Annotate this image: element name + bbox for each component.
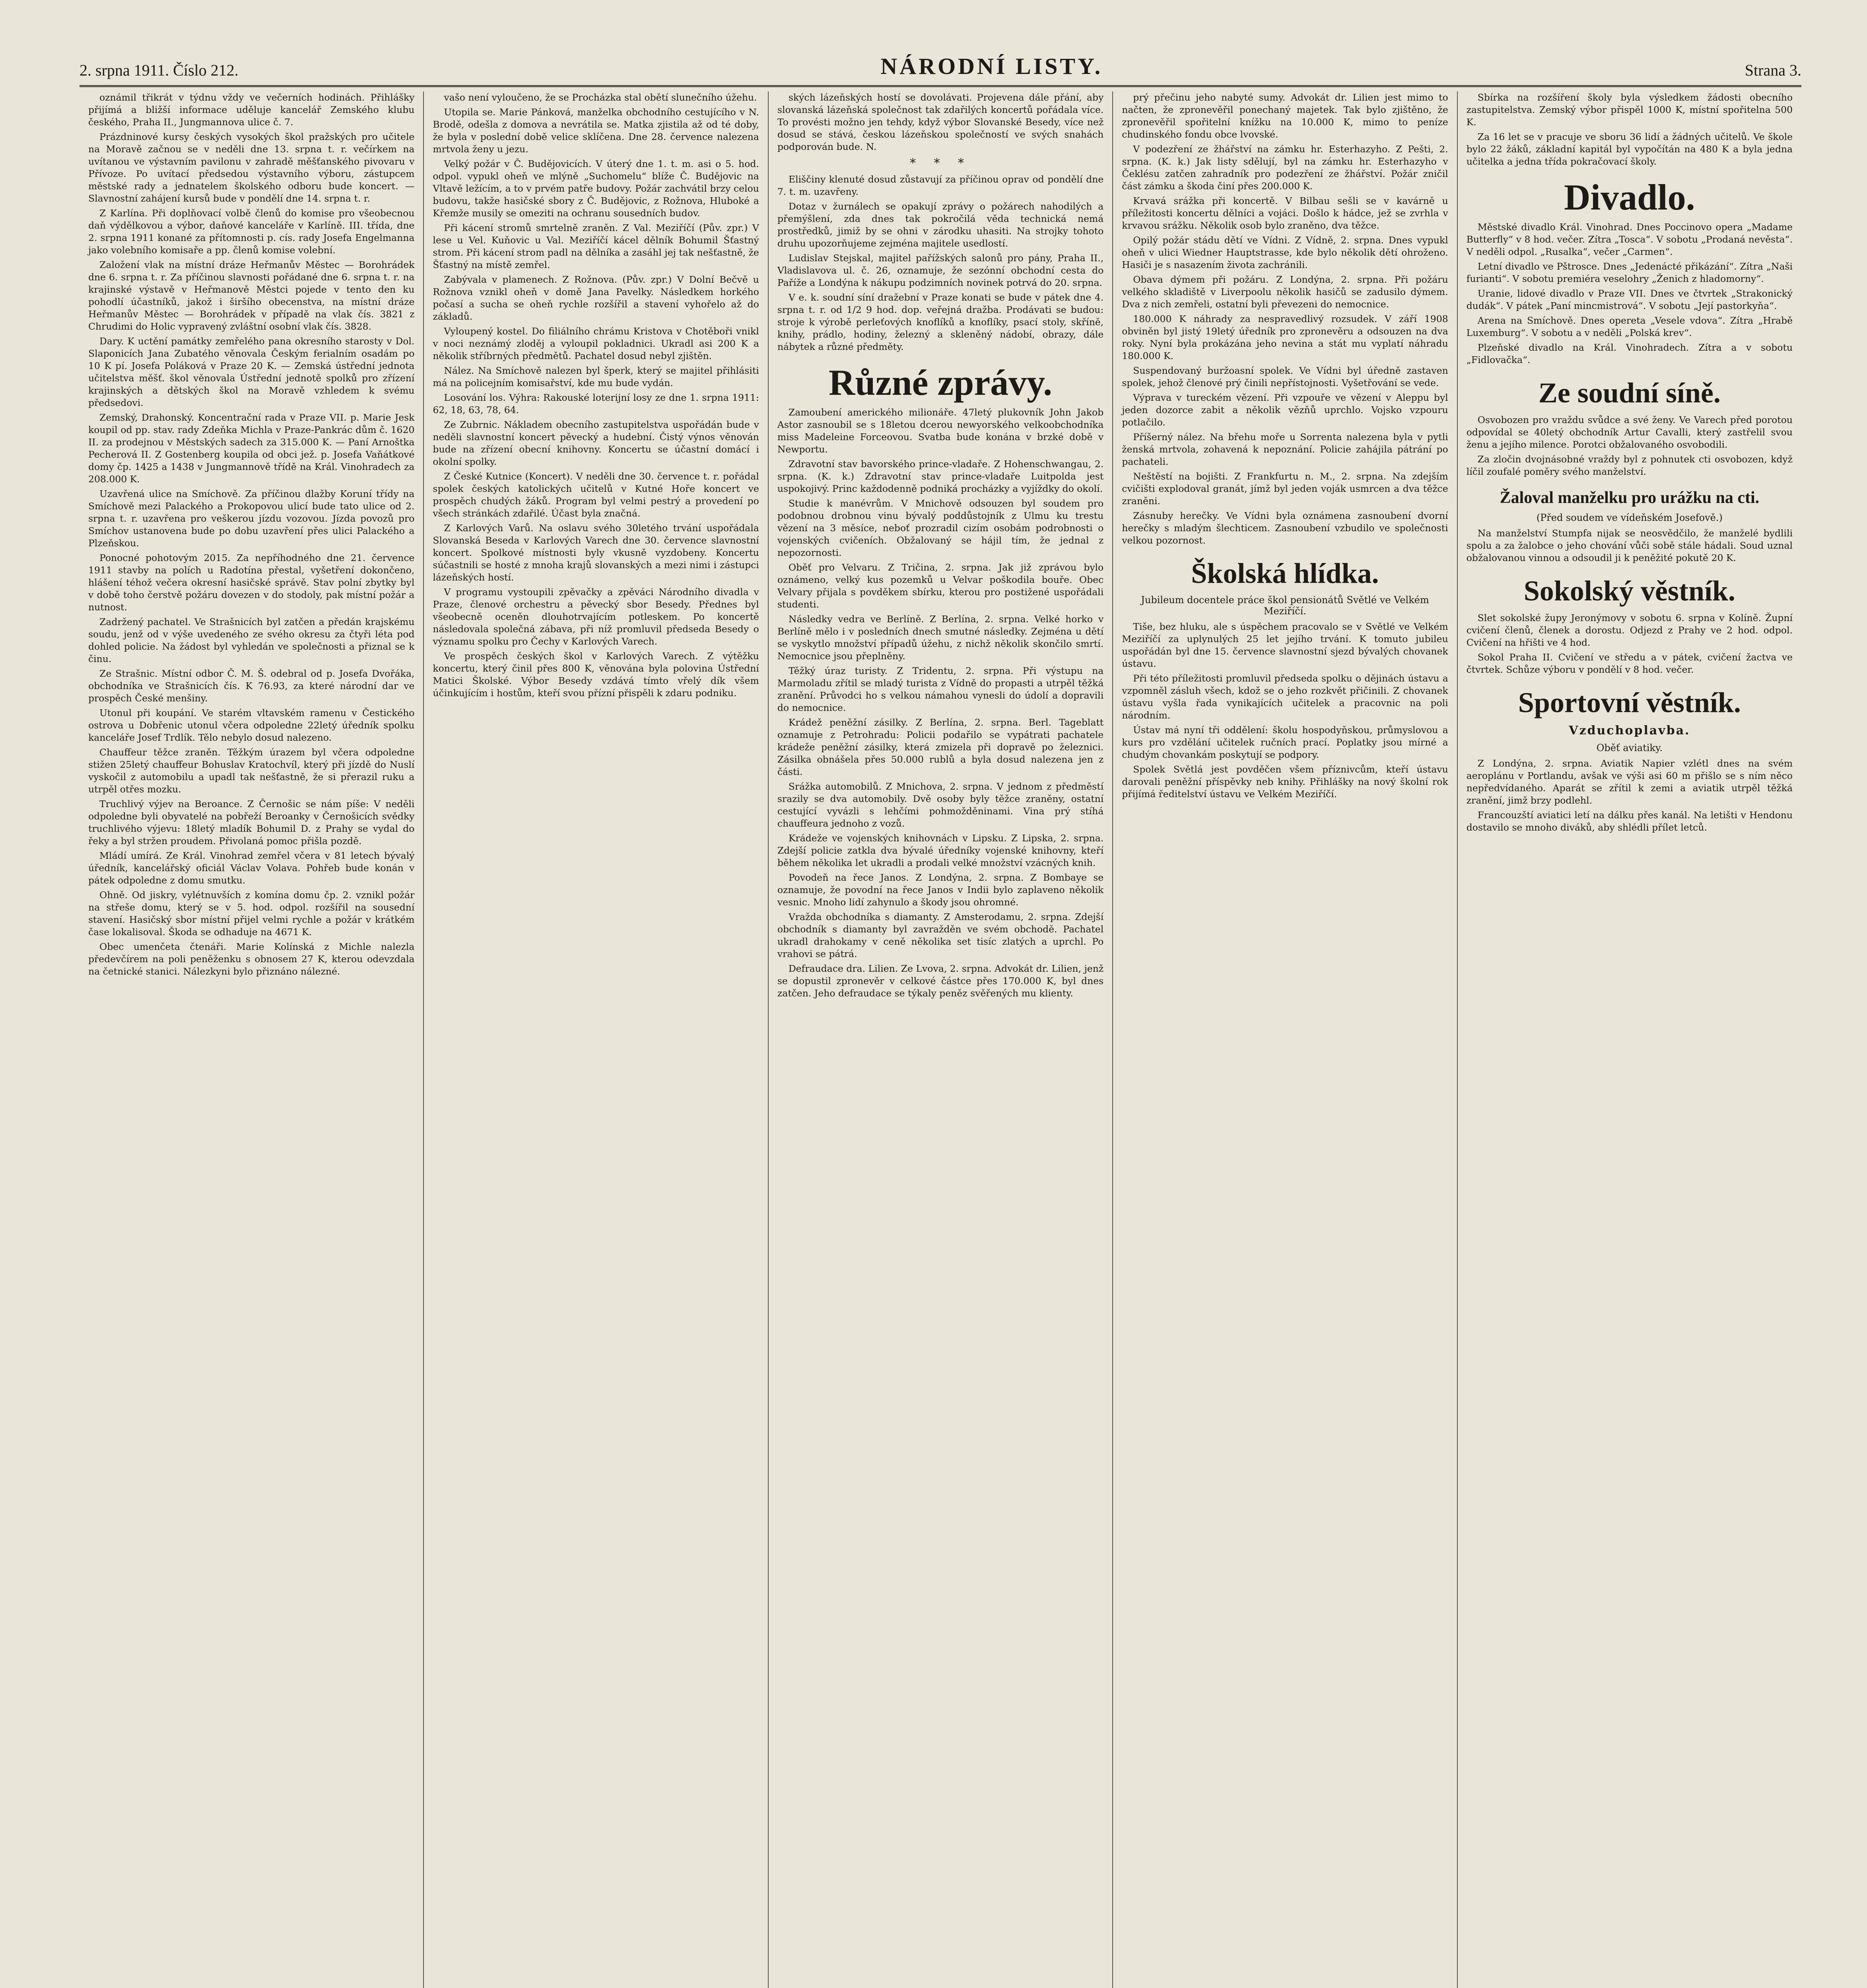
- column-3: [769, 91, 1113, 1988]
- article-paragraph: ských lázeňských hostí se dovolávati. Projevena dále přání, aby slovanská lázeňská společnost tak zdařilých koncertů pořádala více. To provésti možno jen tehdy, když výbor Slovanské Besedy, více než dosud se stává, českou lázeňskou společností ve svých snahách podporován bude. N.: [777, 92, 1104, 152]
- article-paragraph: Uzavřená ulice na Smíchově. Za příčinou dlažby Koruní třídy na Smíchově mezi Palackého a Prokopovou ulicí bude tato ulice od 2. srpna t. r. uzavřena pro veškerou jízdu vozovou. Jízda povozů pro Smíchov ustanovena bude po dobu uzavření přes ulici Palackého a Plzeňskou.: [88, 488, 415, 549]
- article-paragraph: Následky vedra ve Berlíně. Z Berlína, 2. srpna. Velké horko v Berlíně mělo i v posledních dnech smutné následky. Zejména u dětí se vyskytlo množství případů úžehu, z nichž několik skončilo smrtí. Nemocnice jsou přeplněny.: [777, 613, 1104, 662]
- article-paragraph: prý přečinu jeho nabyté sumy. Advokát dr. Lilien jest mimo to načten, že zpronevěřil ponechaný majetek. Tak bylo zjištěno, že zpronevěřil spořitelní knížku na 10.000 K, mimo to peníze chudinského fondu obce lvovské.: [1122, 92, 1448, 140]
- article-paragraph: Zamoubení amerického milionáře. 47letý plukovník John Jakob Astor zasnoubil se s 18letou dcerou newyorského velkoobchodníka miss Madeleine Forceovou. Svatba bude konána v brzké době v Newportu.: [777, 407, 1104, 455]
- article-paragraph: Za 16 let se v pracuje ve sboru 36 lidí a žádných učitelů. Ve škole bylo 22 žáků, základní kapitál byl vypočítán na 480 K a byla jedna učitelka a jedna třída pokračovací školy.: [1466, 131, 1793, 167]
- article-paragraph: Ze Strašnic. Místní odbor Č. M. Š. odebral od p. Josefa Dvořáka, obchodníka ve Strašnicích čís. K 76.93, za které národní dar ve prospěch České menšiny.: [88, 668, 415, 704]
- article-paragraph: Truchlivý výjev na Beroance. Z Černošic se nám píše: V neděli odpoledne byli obyvatelé na pobřeží Beroanky v Černošicích svědky truchlivého výjevu: 18letý mladík Bohumil D. z Prahy se vydal do řeky a byl stržen proudem. Přivolaná pomoc přišla pozdě.: [88, 798, 415, 846]
- article-paragraph: Losování los. Výhra: Rakouské loterijní losy ze dne 1. srpna 1911: 62, 18, 63, 78, 64.: [433, 392, 759, 415]
- article-paragraph: vašo není vyloučeno, že se Procházka stal obětí slunečního úžehu.: [444, 92, 757, 103]
- section-heading: Různé zprávy.: [828, 362, 1053, 403]
- article-paragraph: Utonul při koupání. Ve starém vltavském ramenu v Čestického ostrova u Dobřenic utonul včera odpoledne 22letý úředník spolku kanceláře Josef Trdlík. Tělo nebylo dosud nalezeno.: [88, 707, 415, 743]
- issue-date-number: 2. srpna 1911. Číslo 212.: [80, 61, 239, 79]
- section-subheading: Vzduchoplavba.: [1569, 724, 1690, 738]
- article-paragraph: Ludislav Stejskal, majitel pařížských salonů pro pány, Praha II., Vladislavova ul. č. 26, oznamuje, že sezónní obchodní cesta do Paříže a Londýna k nákupu podzimních novinek potrvá do 20. srpna.: [777, 252, 1104, 288]
- article-paragraph: Utopila se. Marie Pánková, manželka obchodního cestujícího v N. Brodě, odešla z domova a nevrátila se. Matka zjistila až od té doby, že byla v poslední době velice sklíčena. Dne 28. července nalezena mrtvola ženy u jezu.: [433, 107, 759, 155]
- article-paragraph: Zadržený pachatel. Ve Strašnicích byl zatčen a předán krajskému soudu, jenž od v výše uvedeného ze svého okresu za čtyři léta pod dohled policie. Na žádost byl vyhledán ve společnosti a přiznal se k činu.: [88, 616, 415, 664]
- section-heading: Sportovní věstník.: [1518, 687, 1741, 718]
- article-paragraph: Sbírka na rozšíření školy byla výsledkem žádosti obecního zastupitelstva. Zemský výbor přispěl 1000 K, místní spořitelna 500 K.: [1466, 92, 1793, 128]
- article-paragraph: Suspendovaný buržoasní spolek. Ve Vídni byl úředně zastaven spolek, jehož členové prý činili nepřístojnosti. Vyšetřování se vede.: [1122, 365, 1448, 388]
- article-paragraph: 180.000 K náhrady za nespravedlivý rozsudek. V září 1908 obviněn byl jistý 19letý úředník pro zpronevěru a odsouzen na dva roky. Nyní byla prokázána jeho nevina a stát mu vyplatí náhradu 180.000 K.: [1122, 313, 1448, 361]
- article-paragraph: Plzeňské divadlo na Král. Vinohradech. Zítra a v sobotu „Fidlovačka“.: [1466, 342, 1793, 365]
- separator-stars: * * *: [909, 156, 971, 170]
- article-paragraph: Francouzští aviatici letí na dálku přes kanál. Na letišti v Hendonu dostavilo se mnoho diváků, aby shlédli přílet letců.: [1466, 810, 1793, 833]
- article-paragraph: Za zločin dvojnásobné vraždy byl z pohnutek cti osvobozen, když líčil zoufalé poměry svého manželství.: [1466, 454, 1793, 477]
- article-paragraph: Prázdninové kursy českých vysokých škol pražských pro učitele na Moravě začnou se v neděli dne 13. srpna t. r. večírkem na uvítanou ve výstavním pavilonu v zahradě měšťanského pivovaru v Přívoze. Po uvítací předsedou výstavního výboru, zástupcem městské rady a jednatelem školského odboru bude koncert. — Slavnostní zahájení kursů bude v pondělí dne 14. srpna t. r.: [88, 131, 415, 204]
- column-5: [1458, 91, 1801, 1988]
- article-paragraph: Zásnuby herečky. Ve Vídni byla oznámena zasnoubení dvorní herečky s mladým šlechticem. Zasnoubení vzbudilo ve společnosti velkou pozornost.: [1122, 510, 1448, 546]
- article-paragraph: Výprava v tureckém vězení. Při vzpouře ve vězení v Aleppu byl jeden dozorce zabit a několik vězňů uprchlo. Vojsko vzpouru potlačilo.: [1122, 392, 1448, 428]
- article-paragraph: V programu vystoupili zpěvačky a zpěváci Národního divadla v Praze, členové orchestru a pěvecký sbor Besedy. Přednes byl všeobecně oceněn dlouhotrvajícím potleskem. Po koncertě následovala společná zábava, při níž promluvil předseda Besedy o významu spolku pro Čechy v Karlových Varech.: [433, 586, 759, 647]
- article-paragraph: Zabývala v plamenech. Z Rožnova. (Pův. zpr.) V Dolní Bečvě u Rožnova vznikl oheň v domě Jana Pavelky. Následkem horkého počasí a sucha se oheň rychle rozšířil a stavení vyhořelo až do základů.: [433, 274, 759, 322]
- article-paragraph: Velký požár v Č. Budějovicích. V úterý dne 1. t. m. asi o 5. hod. odpol. vypukl oheň ve mlýně „Suchomelu“ blíže Č. Budějovic na Vltavě ležícím, a to v prvém patře budovy. Požár zachvátil brzy celou budovu, takže hasičské sbory z Č. Budějovic, z Rožnova, Hluboké a Křemže musily se omeziti na ochranu sousedních budov.: [433, 158, 759, 219]
- article-paragraph: Těžký úraz turisty. Z Tridentu, 2. srpna. Při výstupu na Marmoladu zřítil se mladý turista z Vídně do propasti a utrpěl těžká zranění. Průvodci ho s velkou námahou vynesli do údolí a dopravili do nemocnice.: [777, 665, 1104, 713]
- article-paragraph: Chauffeur těžce zraněn. Těžkým úrazem byl včera odpoledne stižen 25letý chauffeur Bohuslav Kratochvíl, který při jízdě do Nuslí vyskočil z automobilu a upadl tak nešťastně, že si přerazil ruku a utrpěl otřes mozku.: [88, 747, 415, 795]
- article-paragraph: Arena na Smíchově. Dnes opereta „Vesele vdova“. Zítra „Hrabě Luxemburg“. V sobotu a v neděli „Polská krev“.: [1466, 315, 1793, 338]
- columns: [80, 91, 1801, 1988]
- masthead: [80, 52, 1801, 87]
- article-paragraph: Obava dýmem při požáru. Z Londýna, 2. srpna. Při požáru velkého skladiště v Liverpoolu několik hasičů se zadusilo dýmem. Dva z nich zemřeli, ostatní byli převezeni do nemocnice.: [1122, 274, 1448, 310]
- article-paragraph: Při kácení stromů smrtelně zraněn. Z Val. Meziříčí (Pův. zpr.) V lese u Vel. Kuňovic u Val. Meziříčí kácel dělník Bohumil Šťastný strom. Při kácení strom padl na dělníka a zasáhl jej tak nešťastně, že Šťastný na místě zemřel.: [433, 222, 759, 270]
- article-paragraph: Ze Zubrnic. Nákladem obecního zastupitelstva uspořádán bude v neděli slavnostní koncert pěvecký a hudební. Čistý výnos věnován bude na zřízení obecní knihovny. Koncertu se účastní domácí i okolní spolky.: [433, 419, 759, 467]
- article-paragraph: Mládí umírá. Ze Král. Vinohrad zemřel včera v 81 letech bývalý úředník, kancelářský oficiál Václav Volava. Pohřeb bude konán v pátek odpoledne z domu smutku.: [88, 850, 415, 886]
- article-paragraph: Dary. K uctění památky zemřelého pana okresního starosty v Dol. Slaponicích Jana Zubatého věnovala Českým ferialním osadám po 10 K pí. Josefa Poláková v Praze 20 K. — Zemská ústřední jednota učitelstva měšť. škol věnovala Ústřední jednotě spolků pro zřízení krajinských a dětských škol na Moravě vzhledem k svému předsedovi.: [88, 336, 415, 408]
- article-paragraph: Studie k manévrům. V Mnichově odsouzen byl soudem pro podobnou drobnou vinu bývalý poddůstojník z Ulmu ku trestu vězení na 3 měsíce, neboť prozradil cizím osobám podrobnosti o vojenských cvičeních. Obžalovaný se hájil tím, že jednal z nepozornosti.: [777, 498, 1104, 558]
- article-paragraph: Založení vlak na místní dráze Heřmanův Městec — Borohrádek dne 6. srpna t. r. Za příčinou slavnosti pořádané dne 6. srpna t. r. na krajinské výstavě v Heřmanově Městci pojede v tento den ku pohodlí účastníků, jakož i širšího obecenstva, na místní dráze Heřmanův Městec — Borohrádek v případě na vlak čís. 3821 z Chrudimi do Holic vypravený zvláštní osobní vlak čís. 3828.: [88, 259, 415, 332]
- article-paragraph: Defraudace dra. Lilien. Ze Lvova, 2. srpna. Advokát dr. Lilien, jenž se dopustil zpronevěr v celkové částce přes 170.000 K, byl dnes zatčen. Jeho defraudace se týkaly peněz svěřených mu klienty.: [777, 963, 1104, 999]
- section-heading: Sokolský věstník.: [1523, 575, 1735, 607]
- article-paragraph: Sokol Praha II. Cvičení ve středu a v pátek, cvičení žactva ve čtvrtek. Schůze výboru v pondělí v 8 hod. večer.: [1466, 652, 1793, 675]
- article-paragraph: Oběť pro Velvaru. Z Tričina, 2. srpna. Jak již zprávou bylo oznámeno, velký kus pozemků u Velvar poškodila bouře. Obec Velvary přijala s povděkem sbírku, kterou pro postižené uspořádali studenti.: [777, 562, 1104, 610]
- article-paragraph: Uranie, lidové divadlo v Praze VII. Dnes ve čtvrtek „Strakonický dudák“. V pátek „Paní mincmistrová“. V sobotu „Její pastorkyňa“.: [1466, 288, 1793, 311]
- article-paragraph: Letní divadlo ve Pštrosce. Dnes „Jedenácté přikázání“. Zítra „Naši furianti“. V sobotu premiéra veselohry „Ženich z hladomorny“.: [1466, 261, 1793, 284]
- article-paragraph: Zdravotní stav bavorského prince-vladaře. Z Hohenschwangau, 2. srpna. (K. k.) Zdravotní stav prince-vladaře Luitpolda jest uspokojivý. Princ každodenně podniká procházky a vyjíždky do okolí.: [777, 458, 1104, 494]
- article-paragraph: Slet sokolské župy Jeronýmovy v sobotu 6. srpna v Kolíně. Župní cvičení členů, členek a dorostu. Odjezd z Prahy ve 2 hod. odpol. Cvičení na hřišti ve 4 hod.: [1466, 612, 1793, 648]
- article-paragraph: Z Karlových Varů. Na oslavu svého 30letého trvání uspořádala Slovanská Beseda v Karlových Varech dne 30. července slavnostní koncert. Spolkové místnosti byly vkusně vyzdobeny. Koncertu súčastnili se hosté z mnoha krajů slovanských a mezi nimi i zástupci lázeňských hostí.: [433, 522, 759, 583]
- article-paragraph: Z České Kutnice (Koncert). V neděli dne 30. července t. r. pořádal spolek českých katolických učitelů v Kutné Hoře koncert ve prospěch chudých žáků. Program byl velmi pestrý a provedení po všech stránkách zdařilé. Účast byla značná.: [433, 471, 759, 519]
- article-paragraph: V podezření ze žhářství na zámku hr. Esterhazyho. Z Pešti, 2. srpna. (K. k.) Jak listy sdělují, byl na zámku hr. Esterhazyho v Čeklésu zatčen zahradník pro podezření ze žhářství. Požár zničil část zámku a škoda činí přes 200.000 K.: [1122, 144, 1448, 192]
- column-4: [1113, 91, 1457, 1988]
- article-paragraph: Dotaz v žurnálech se opakují zprávy o požárech nahodilých a přemýšlení, zda dnes tak pokročilá věda technická nemá prostředků, jimiž by se ohni v zárodku uhasiti. Na strojky tohoto druhu upozorňujeme zejména majitele usedlostí.: [777, 201, 1104, 249]
- article-paragraph: Zemský, Drahonský. Koncentrační rada v Praze VII. p. Marie Jesk koupil od pp. stav. rady Zdeňka Michla v Praze-Pankrác dům č. 1620 II. za prodejnou v Městských sadech za 315.000 K. — Paní Arnoštka Pecherová II. Z Gostenberg koupila od obci jež. p. Josefa Vaňátkové domy čp. 1425 a 1438 v Jungmannově třídě na Král. Vinohradech za 208.000 K.: [88, 412, 415, 485]
- article-heading: Žaloval manželku pro urážku na cti.: [1500, 489, 1760, 507]
- article-paragraph: Ponocné pohotovým 2015. Za nepříhodného dne 21. července 1911 stavby na polích u Radotína přestal, vyšetření dokončeno, hlášení téhož večera okresní hasičské správě. Stav polní zbytky byl v době toho čerstvě požáru dovezen v do stodoly, pak místní požár a nutnost.: [88, 552, 415, 613]
- article-paragraph: Tiše, bez hluku, ale s úspěchem pracovalo se v Světlé ve Velkém Meziříčí za uplynulých 25 let jejího trvání. K tomuto jubileu uspořádán byl dne 15. července slavnostní sjezd bývalých chovanek ústavu.: [1122, 621, 1448, 669]
- article-paragraph: Spolek Světlá jest povděčen všem příznivcům, kteří ústavu darovali peněžní příspěvky neb knihy. Přihlášky na nový školní rok přijímá ředitelství ústavu ve Velkém Meziříčí.: [1122, 764, 1448, 800]
- section-heading: Ze soudní síně.: [1538, 377, 1721, 409]
- article-paragraph: Opilý požár stádu dětí ve Vídni. Z Vídně, 2. srpna. Dnes vypukl oheň v ulici Wiedner Hauptstrasse, kde bylo několik dětí ohroženo. Hasiči je s nasazením života zachránili.: [1122, 235, 1448, 270]
- article-paragraph: V e. k. soudní síní dražební v Praze konati se bude v pátek dne 4. srpna t. r. od 1/2 9 hod. dop. veřejná dražba. Prodávati se budou: stroje k výrobě perleťových knoflíků a knoflíky, psací stoly, skříně, knihy, prádlo, hodiny, železný a skleněný nádobí, obrazy, dále nábytek a různé předměty.: [777, 292, 1104, 352]
- article-note: Oběť aviatiky.: [1596, 742, 1663, 753]
- article-paragraph: Při této příležitosti promluvil předseda spolku o dějinách ústavu a vzpomněl zásluh všech, kdož se o jeho rozkvět přičinili. Z chovanek ústavu vyšla řada vynikajících učitelek a pracovnic na poli národním.: [1122, 673, 1448, 721]
- article-paragraph: Ústav má nyní tři oddělení: školu hospodyňskou, průmyslovou a kurs pro vzdělání učitelek ručních prací. Poplatky jsou mírné a chudým chovankám poskytují se podpory.: [1122, 724, 1448, 760]
- article-paragraph: Z Londýna, 2. srpna. Aviatik Napier vzlétl dnes na svém aeroplánu v Portlandu, avšak ve výši asi 60 m přišlo se s ním něco nepředvídaného. Aparát se zřítil k zemi a aviatik utrpěl těžká zranění, jimž brzy podlehl.: [1466, 758, 1793, 806]
- article-paragraph: oznámil třikrát v týdnu vždy ve večerních hodinách. Přihlášky přijímá a bližší informace uděluje kancelář Zemského klubu českého, Praha II., Jungmannova ulice č. 7.: [88, 92, 415, 128]
- article-note: Jubileum docentele práce škol pensionátů Světlé ve Velkém Meziříčí.: [1141, 594, 1429, 617]
- section-heading: Školská hlídka.: [1191, 557, 1379, 589]
- article-paragraph: Krádež peněžní zásilky. Z Berlína, 2. srpna. Berl. Tageblatt oznamuje z Petrohradu: Policii podařilo se vypátrati pachatele krádeže peněžní zásilky, která zmizela při dopravě po železnici. Zásilka obnášela přes 50.000 rublů a byla dosud nalezena jen z části.: [777, 717, 1104, 777]
- article-paragraph: Vražda obchodníka s diamanty. Z Amsterodamu, 2. srpna. Zdejší obchodník s diamanty byl zavražděn ve svém obchodě. Pachatel ukradl drahokamy v ceně několika set tisíc zlatých a uprchl. Po vrahovi se pátrá.: [777, 911, 1104, 959]
- column-2: [424, 91, 768, 1988]
- article-paragraph: Na manželství Stumpfa nijak se neosvědčilo, že manželé bydlili spolu a za žalobce o jeho chování vůči sobě stále hádali. Soud uznal obžalovanou vinnou a odsoudil ji k peněžité pokutě 20 K.: [1466, 528, 1793, 563]
- article-paragraph: Nález. Na Smíchově nalezen byl šperk, který se majitel přihlásiti má na policejním komisařství, kde mu bude vydán.: [433, 365, 759, 388]
- article-paragraph: Neštěstí na bojišti. Z Frankfurtu n. M., 2. srpna. Na zdejším cvičišti explodoval granát, jímž byl jeden voják usmrcen a dva těžce zraněni.: [1122, 471, 1448, 507]
- article-note: (Před soudem ve vídeňském Josefově.): [1536, 512, 1723, 523]
- article-paragraph: Eliščiny klenuté dosud zůstavují za příčinou oprav od pondělí dne 7. t. m. uzavřeny.: [777, 174, 1104, 197]
- section-heading: Divadlo.: [1564, 177, 1695, 217]
- newspaper-title: NÁRODNÍ LISTY.: [880, 53, 1103, 79]
- article-paragraph: Srážka automobilů. Z Mnichova, 2. srpna. V jednom z předměstí srazily se dva automobily. Dvě osoby byly těžce zraněny, ostatní cestující vyvázli s lehčími pohmožděninami. Vina prý stíhá chauffeura jednoho z vozů.: [777, 781, 1104, 829]
- article-paragraph: Vyloupený kostel. Do filiálního chrámu Kristova v Chotěboři vnikl v noci neznámý zloděj a vyloupil pokladnici. Ukradl asi 200 K a několik stříbrných předmětů. Pachatel dosud nebyl zjištěn.: [433, 326, 759, 361]
- page-number: Strana 3.: [1745, 61, 1801, 79]
- article-paragraph: Ve prospěch českých škol v Karlových Varech. Z výtěžku koncertu, který činil přes 800 K, věnována byla polovina Ústřední Matici Školské. Výbor Besedy vzdává tímto vřelý dík všem účinkujícím i hostům, kteří svou přízní přispěli k zdaru podniku.: [433, 650, 759, 699]
- article-paragraph: Povodeň na řece Janos. Z Londýna, 2. srpna. Z Bombaye se oznamuje, že povodní na řece Janos v Indii bylo zaplaveno několik vesnic. Mnoho lidí zahynulo a škody jsou ohromné.: [777, 872, 1104, 908]
- article-paragraph: Krádeže ve vojenských knihovnách v Lipsku. Z Lipska, 2. srpna. Zdejší policie zatkla dva bývalé úředníky vojenské knihovny, kteří během několika let ukradli a prodali velké množství vzácných knih.: [777, 833, 1104, 868]
- article-paragraph: Z Karlína. Při doplňovací volbě členů do komise pro všeobecnou daň výdělkovou a výbor, daňové kanceláře v Karlíně. III. třída, dne 2. srpna 1911 konané za přítomnosti p. cís. rady Josefa Engelmanna jako volebního komisaře a pp. členů komise volební.: [88, 208, 415, 256]
- article-paragraph: Ohně. Od jiskry, vylétnuvších z komína domu čp. 2. vznikl požár na střeše domu, který se v 5. hod. odpol. rozšířil na sousední stavení. Hasičský sbor místní přijel velmi rychle a požár v krátkém čase lokalisoval. Škoda se odhaduje na 4671 K.: [88, 889, 415, 938]
- column-1: [80, 91, 424, 1988]
- article-paragraph: Příšerný nález. Na břehu moře u Sorrenta nalezena byla v pytli ženská mrtvola, zohavená k nepoznání. Policie zahájila pátrání po pachateli.: [1122, 431, 1448, 467]
- article-paragraph: Obec umenčeta čtenáři. Marie Kolínská z Michle nalezla předevčírem na poli peněženku s obnosem 27 K, kterou odevzdala na četnické stanici. Nálezkyni bylo přiznáno nálezné.: [88, 941, 415, 977]
- article-paragraph: Osvobozen pro vraždu svůdce a své ženy. Ve Varech před porotou odpovídal se 40letý obchodník Artur Cavalli, který zastřelil svou ženu a jejího milence. Porotci obžalovaného osvobodili.: [1466, 414, 1793, 450]
- article-paragraph: Městské divadlo Král. Vinohrad. Dnes Poccinovo opera „Madame Butterfly“ v 8 hod. večer. Zítra „Tosca“. V sobotu „Prodaná nevěsta“. V neděli odpol. „Rusalka“, večer „Carmen“.: [1466, 221, 1793, 257]
- article-paragraph: Krvavá srážka při koncertě. V Bilbau sešli se v kavárně u příležitosti koncertu dělníci a vojáci. Došlo k hádce, jež se zvrhla v krvavou srážku. Několik osob bylo zraněno, dva těžce.: [1122, 195, 1448, 231]
